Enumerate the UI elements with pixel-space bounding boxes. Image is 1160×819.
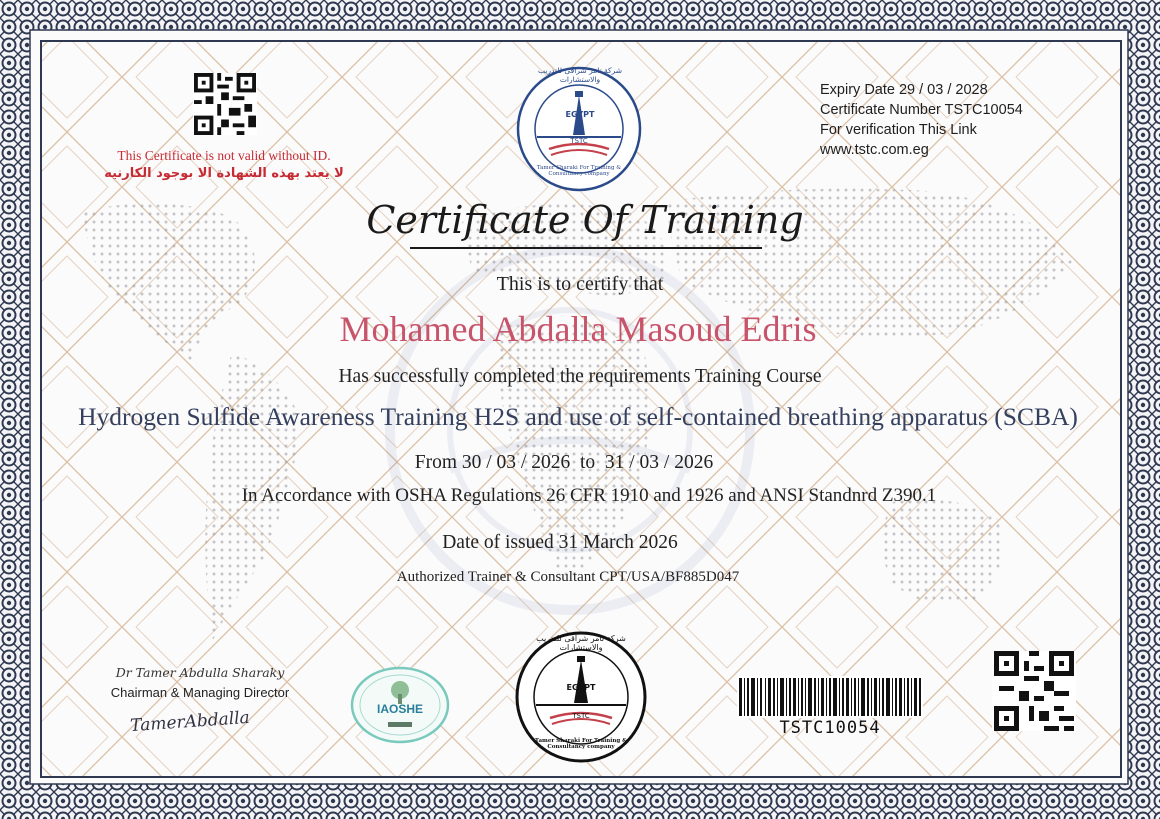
seal-bottom-country: EGYPT	[566, 683, 596, 692]
course-dates: From 30 / 03 / 2026 to 31 / 03 / 2026	[414, 452, 714, 473]
seal-bottom-english: Tamer Sharaki For Training & Consultancy company	[534, 738, 628, 750]
iaoshe-label: IAOSHE	[376, 702, 423, 716]
barcode-number: TSTC10054	[779, 718, 881, 738]
signatory-name: Dr Tamer Abdulla Sharaky	[115, 665, 285, 680]
completed-line: Has successfully completed the requirements Training Course	[338, 366, 822, 387]
recipient-name: Mohamed Abdalla Masoud Edris	[339, 309, 817, 349]
seal-top-country: EGYPT	[565, 110, 595, 119]
issue-date: Date of issued 31 March 2026	[442, 532, 678, 553]
certificate-info	[820, 80, 1023, 160]
trainer-line: Authorized Trainer & Consultant CPT/USA/BF885D047	[396, 569, 740, 585]
id-notice-english: This Certificate is not valid without ID.	[117, 148, 331, 163]
qr-code-top	[193, 73, 257, 135]
seal-bottom-arabic: شركة تامر شراقى للتدريب والاستشارات	[536, 634, 626, 652]
certificate-title: Certificate Of Training	[366, 198, 804, 242]
barcode	[737, 676, 923, 718]
seal-top-abbr: TSTC	[570, 137, 588, 145]
verification-label: For verification This Link	[820, 122, 977, 138]
verification-link[interactable]: www.tstc.com.eg	[820, 142, 929, 158]
qr-code-bottom	[992, 651, 1076, 731]
regulations-line: In Accordance with OSHA Regulations 26 CFR 1910 and 1926 and ANSI Standnrd Z390.1	[241, 485, 937, 506]
title-underline	[410, 247, 762, 249]
signatory-role: Chairman & Managing Director	[110, 685, 290, 700]
course-title: Hydrogen Sulfide Awareness Training H2S and use of self-contained breathing apparatus (SCBA)	[78, 402, 1078, 431]
seal-top-arabic: شركة تامر شراقى للتدريب والاستشارات	[537, 66, 623, 84]
seal-bottom-abbr: TSTC	[572, 712, 590, 720]
seal-top-english: Tamer Sharaki For Training & Consultancy company	[536, 165, 622, 177]
expiry-date: Expiry Date 29 / 03 / 2028	[820, 82, 988, 98]
id-notice-arabic: لا يعتد بهذه الشهادة الا بوجود الكارنيه	[104, 166, 344, 181]
certificate-number: Certificate Number TSTC10054	[820, 102, 1023, 118]
signature: TamerAbdalla	[129, 707, 251, 737]
certify-line: This is to certify that	[496, 273, 664, 295]
